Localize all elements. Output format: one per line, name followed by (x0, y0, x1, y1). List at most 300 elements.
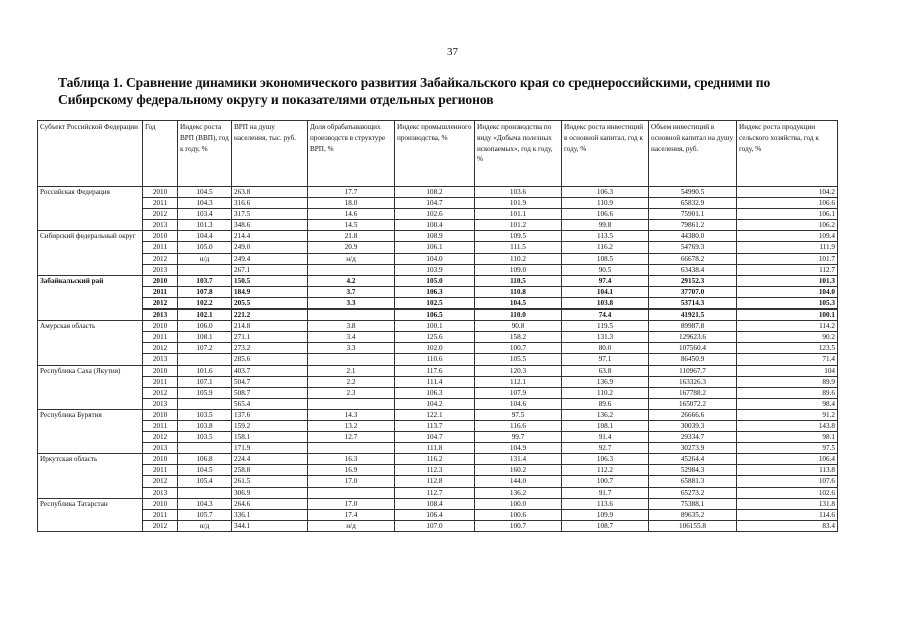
value-cell: 12.7 (308, 432, 395, 443)
value-cell: 17.0 (308, 476, 395, 487)
value-cell: 117.6 (395, 365, 475, 376)
value-cell: 107.6 (737, 476, 838, 487)
value-cell: 102.1 (178, 309, 232, 321)
value-cell: н/д (178, 520, 232, 531)
table-row (38, 343, 838, 354)
value-cell (308, 309, 395, 321)
year-cell: 2010 (143, 409, 178, 420)
value-cell: 316.6 (232, 198, 308, 209)
value-cell: 106.3 (395, 387, 475, 398)
value-cell: 101.1 (475, 209, 562, 220)
value-cell: 102.2 (178, 297, 232, 309)
column-header: Доля обрабатывающих производств в структуре ВРП, % (308, 121, 395, 187)
year-cell: 2011 (143, 242, 178, 253)
region-name-cell: Республика Саха (Якутия) (38, 365, 143, 409)
value-cell: 112.7 (737, 264, 838, 275)
value-cell: 508.7 (232, 387, 308, 398)
comparison-table (37, 120, 838, 532)
table-row (38, 321, 838, 332)
value-cell: 110.6 (395, 354, 475, 365)
table-row (38, 398, 838, 409)
year-cell: 2011 (143, 420, 178, 431)
value-cell: 110.2 (475, 253, 562, 264)
year-cell: 2010 (143, 187, 178, 198)
table-row (38, 465, 838, 476)
value-cell: 109.4 (737, 231, 838, 242)
value-cell: 30039.3 (649, 420, 737, 431)
value-cell: 106.1 (395, 242, 475, 253)
table-row (38, 187, 838, 198)
year-cell: 2010 (143, 365, 178, 376)
column-header: Объем инвестиций в основной капитал на душу населения, руб. (649, 121, 737, 187)
value-cell: 104 (737, 365, 838, 376)
value-cell: 100.4 (395, 220, 475, 231)
value-cell: 114.2 (737, 321, 838, 332)
table-row (38, 432, 838, 443)
table-row (38, 242, 838, 253)
value-cell: 108.7 (562, 520, 649, 531)
value-cell (308, 264, 395, 275)
value-cell: 106.2 (737, 220, 838, 231)
value-cell: 264.6 (232, 498, 308, 509)
value-cell: 107.9 (475, 387, 562, 398)
value-cell: 101.2 (475, 220, 562, 231)
value-cell: 336.1 (232, 509, 308, 520)
page-number: 37 (447, 46, 458, 58)
table-row (38, 454, 838, 465)
value-cell: 160.2 (475, 465, 562, 476)
value-cell: 163326.3 (649, 376, 737, 387)
value-cell: 565.4 (232, 398, 308, 409)
table-row (38, 509, 838, 520)
value-cell: 89987.8 (649, 321, 737, 332)
table-row (38, 487, 838, 498)
value-cell: 104.5 (178, 465, 232, 476)
table-row (38, 409, 838, 420)
value-cell (178, 264, 232, 275)
value-cell: 74.4 (562, 309, 649, 321)
value-cell: 102.6 (737, 487, 838, 498)
value-cell: 20.9 (308, 242, 395, 253)
value-cell: 103.8 (178, 420, 232, 431)
value-cell: 75901.1 (649, 209, 737, 220)
value-cell: 143.8 (737, 420, 838, 431)
value-cell: 106.8 (178, 454, 232, 465)
table-row (38, 309, 838, 321)
value-cell: 122.1 (395, 409, 475, 420)
year-cell: 2013 (143, 264, 178, 275)
value-cell: 90.5 (562, 264, 649, 275)
value-cell: 21.8 (308, 231, 395, 242)
value-cell: 106.5 (395, 309, 475, 321)
value-cell: 14.5 (308, 220, 395, 231)
value-cell: 91.2 (737, 409, 838, 420)
value-cell: 273.2 (232, 343, 308, 354)
table-row (38, 420, 838, 431)
value-cell: 150.5 (232, 275, 308, 286)
value-cell: 105.0 (395, 275, 475, 286)
value-cell: 100.7 (562, 476, 649, 487)
value-cell: 249.0 (232, 242, 308, 253)
value-cell: 3.3 (308, 343, 395, 354)
value-cell: 65832.9 (649, 198, 737, 209)
value-cell: 111.4 (395, 376, 475, 387)
value-cell: 112.1 (475, 376, 562, 387)
column-header: Индекс роста инвестиций в основной капитал, год к году, % (562, 121, 649, 187)
value-cell: 37707.0 (649, 286, 737, 297)
value-cell: 89635.2 (649, 509, 737, 520)
value-cell: 258.8 (232, 465, 308, 476)
value-cell: 317.5 (232, 209, 308, 220)
value-cell: 109.0 (475, 264, 562, 275)
value-cell: 101.9 (475, 198, 562, 209)
value-cell: 106.4 (737, 454, 838, 465)
year-cell: 2012 (143, 520, 178, 531)
value-cell: 113.8 (737, 465, 838, 476)
value-cell: 221.2 (232, 309, 308, 321)
value-cell: 52984.3 (649, 465, 737, 476)
table-row (38, 498, 838, 509)
value-cell: 105.4 (178, 476, 232, 487)
year-cell: 2013 (143, 487, 178, 498)
value-cell: 111.9 (737, 242, 838, 253)
value-cell: 89.9 (737, 376, 838, 387)
value-cell: 65273.2 (649, 487, 737, 498)
value-cell: 106.4 (395, 509, 475, 520)
value-cell: 105.0 (178, 242, 232, 253)
value-cell: 112.3 (395, 465, 475, 476)
table-row (38, 376, 838, 387)
column-header: Индекс производства по виду «Добыча полезных ископаемых», год к году, % (475, 121, 562, 187)
value-cell: 104.0 (395, 253, 475, 264)
value-cell: 285.6 (232, 354, 308, 365)
year-cell: 2011 (143, 198, 178, 209)
region-name-cell: Амурская область (38, 321, 143, 365)
value-cell: 4.2 (308, 275, 395, 286)
value-cell: 158.1 (232, 432, 308, 443)
value-cell: 214.8 (232, 321, 308, 332)
value-cell: 2.3 (308, 387, 395, 398)
value-cell: 66678.2 (649, 253, 737, 264)
value-cell: 109.5 (475, 231, 562, 242)
value-cell: 224.4 (232, 454, 308, 465)
table-row (38, 476, 838, 487)
value-cell (308, 443, 395, 454)
value-cell: 104.6 (475, 398, 562, 409)
value-cell: 108.1 (178, 332, 232, 343)
table-row (38, 387, 838, 398)
value-cell: 111.5 (475, 242, 562, 253)
year-cell: 2013 (143, 398, 178, 409)
value-cell: 14.6 (308, 209, 395, 220)
value-cell: 104.5 (178, 187, 232, 198)
value-cell: 17.7 (308, 187, 395, 198)
value-cell: 90.8 (475, 321, 562, 332)
table-row (38, 286, 838, 297)
value-cell: 97.5 (737, 443, 838, 454)
table-row (38, 354, 838, 365)
value-cell: 102.6 (395, 209, 475, 220)
value-cell: 131.8 (737, 498, 838, 509)
table-row (38, 365, 838, 376)
year-cell: 2011 (143, 509, 178, 520)
table-row (38, 264, 838, 275)
region-name-cell: Сибирский федеральный округ (38, 231, 143, 275)
value-cell: 101.6 (178, 365, 232, 376)
value-cell: 110.9 (562, 198, 649, 209)
value-cell: 29334.7 (649, 432, 737, 443)
value-cell: 83.4 (737, 520, 838, 531)
value-cell: 108.2 (395, 187, 475, 198)
value-cell: 101.7 (737, 253, 838, 264)
value-cell: 17.0 (308, 498, 395, 509)
value-cell: 108.4 (395, 498, 475, 509)
value-cell (308, 398, 395, 409)
value-cell: 108.9 (395, 231, 475, 242)
value-cell: 103.4 (178, 209, 232, 220)
value-cell: 403.7 (232, 365, 308, 376)
value-cell: 131.3 (562, 332, 649, 343)
value-cell: 114.6 (737, 509, 838, 520)
value-cell: 16.3 (308, 454, 395, 465)
value-cell (178, 398, 232, 409)
value-cell: 104.7 (395, 432, 475, 443)
value-cell: 136.2 (562, 409, 649, 420)
value-cell: 3.3 (308, 297, 395, 309)
region-name-cell: Забайкальский рай (38, 275, 143, 320)
value-cell: 105.9 (178, 387, 232, 398)
value-cell: 98.4 (737, 398, 838, 409)
table-row (38, 253, 838, 264)
value-cell: 136.2 (475, 487, 562, 498)
value-cell: 89.6 (562, 398, 649, 409)
value-cell: 112.8 (395, 476, 475, 487)
value-cell: 113.7 (395, 420, 475, 431)
table-row (38, 520, 838, 531)
value-cell: 3.8 (308, 321, 395, 332)
table-row (38, 231, 838, 242)
value-cell: 106.3 (562, 187, 649, 198)
value-cell: 26666.6 (649, 409, 737, 420)
value-cell: 2.1 (308, 365, 395, 376)
column-header: Индекс роста ВРП (ВВП), год к году, % (178, 121, 232, 187)
value-cell: 105.5 (475, 354, 562, 365)
value-cell: 165072.2 (649, 398, 737, 409)
value-cell: 99.8 (562, 220, 649, 231)
value-cell: 106.3 (395, 286, 475, 297)
value-cell: 103.8 (562, 297, 649, 309)
value-cell: 101.3 (737, 275, 838, 286)
year-cell: 2011 (143, 286, 178, 297)
value-cell: 137.6 (232, 409, 308, 420)
value-cell: 107.0 (395, 520, 475, 531)
value-cell (308, 487, 395, 498)
value-cell: 159.2 (232, 420, 308, 431)
value-cell: 63.8 (562, 365, 649, 376)
value-cell: 53714.3 (649, 297, 737, 309)
year-cell: 2010 (143, 498, 178, 509)
value-cell: 106.1 (737, 209, 838, 220)
value-cell: 104.7 (395, 198, 475, 209)
value-cell: 106.6 (562, 209, 649, 220)
year-cell: 2012 (143, 432, 178, 443)
value-cell: 54769.3 (649, 242, 737, 253)
value-cell: 97.4 (562, 275, 649, 286)
region-name-cell: Республика Бурятия (38, 409, 143, 453)
value-cell: 113.5 (562, 231, 649, 242)
value-cell: 108.1 (562, 420, 649, 431)
value-cell: 125.6 (395, 332, 475, 343)
table-row (38, 297, 838, 309)
value-cell: 103.5 (178, 409, 232, 420)
value-cell: 105.7 (178, 509, 232, 520)
value-cell: 100.7 (475, 343, 562, 354)
column-header: Субъект Российской Федерации (38, 121, 143, 187)
value-cell: 116.2 (562, 242, 649, 253)
value-cell: 107.1 (178, 376, 232, 387)
value-cell: 184.9 (232, 286, 308, 297)
value-cell: 100.7 (475, 520, 562, 531)
value-cell: 107.2 (178, 343, 232, 354)
value-cell: 104.4 (178, 231, 232, 242)
value-cell: 106.6 (737, 198, 838, 209)
value-cell: 71.4 (737, 354, 838, 365)
value-cell: 105.3 (737, 297, 838, 309)
value-cell: 104.5 (475, 297, 562, 309)
value-cell: 3.4 (308, 332, 395, 343)
value-cell: 102.0 (395, 343, 475, 354)
column-header: ВРП на душу населения, тыс. руб. (232, 121, 308, 187)
year-cell: 2012 (143, 209, 178, 220)
value-cell: 41921.5 (649, 309, 737, 321)
value-cell: 3.7 (308, 286, 395, 297)
year-cell: 2010 (143, 321, 178, 332)
value-cell (178, 443, 232, 454)
value-cell: 102.5 (395, 297, 475, 309)
year-cell: 2011 (143, 332, 178, 343)
value-cell: 123.5 (737, 343, 838, 354)
value-cell: н/д (308, 520, 395, 531)
value-cell: 91.7 (562, 487, 649, 498)
value-cell: 116.6 (475, 420, 562, 431)
year-cell: 2012 (143, 343, 178, 354)
table-row (38, 220, 838, 231)
value-cell: 249.4 (232, 253, 308, 264)
value-cell: 101.3 (178, 220, 232, 231)
region-name-cell: Республика Татарстан (38, 498, 143, 531)
value-cell: 75388.1 (649, 498, 737, 509)
year-cell: 2012 (143, 387, 178, 398)
value-cell: 348.6 (232, 220, 308, 231)
year-cell: 2010 (143, 454, 178, 465)
year-cell: 2013 (143, 443, 178, 454)
region-name-cell: Российская Федерация (38, 187, 143, 231)
value-cell: 45264.4 (649, 454, 737, 465)
table-row (38, 275, 838, 286)
value-cell: 104.3 (178, 498, 232, 509)
value-cell: 111.8 (395, 443, 475, 454)
value-cell: 108.5 (562, 253, 649, 264)
value-cell: 110.5 (475, 275, 562, 286)
value-cell: 504.7 (232, 376, 308, 387)
value-cell: 261.5 (232, 476, 308, 487)
value-cell: 271.1 (232, 332, 308, 343)
value-cell: 89.6 (737, 387, 838, 398)
value-cell: 97.1 (562, 354, 649, 365)
value-cell: 104.2 (395, 398, 475, 409)
value-cell: 136.9 (562, 376, 649, 387)
year-cell: 2013 (143, 220, 178, 231)
table-row (38, 198, 838, 209)
value-cell: 97.5 (475, 409, 562, 420)
value-cell: 90.2 (737, 332, 838, 343)
value-cell: 120.3 (475, 365, 562, 376)
table-row (38, 209, 838, 220)
value-cell: 104.3 (178, 198, 232, 209)
value-cell: 92.7 (562, 443, 649, 454)
value-cell (178, 354, 232, 365)
value-cell: 103.9 (395, 264, 475, 275)
value-cell: 104.0 (737, 286, 838, 297)
value-cell: 100.1 (395, 321, 475, 332)
value-cell: 110.8 (475, 286, 562, 297)
value-cell: 119.5 (562, 321, 649, 332)
column-header: Год (143, 121, 178, 187)
value-cell: 17.4 (308, 509, 395, 520)
value-cell: 344.1 (232, 520, 308, 531)
value-cell: 104.1 (562, 286, 649, 297)
value-cell: 13.2 (308, 420, 395, 431)
year-cell: 2010 (143, 275, 178, 286)
table-row (38, 443, 838, 454)
value-cell: 86450.9 (649, 354, 737, 365)
value-cell: 30273.9 (649, 443, 737, 454)
value-cell: 106.0 (178, 321, 232, 332)
value-cell: 44380.0 (649, 231, 737, 242)
year-cell: 2013 (143, 309, 178, 321)
year-cell: 2012 (143, 297, 178, 309)
value-cell: 263.8 (232, 187, 308, 198)
value-cell: 112.7 (395, 487, 475, 498)
value-cell: 65881.3 (649, 476, 737, 487)
value-cell: 131.4 (475, 454, 562, 465)
value-cell: 104.9 (475, 443, 562, 454)
value-cell: 54990.5 (649, 187, 737, 198)
value-cell: 110.2 (562, 387, 649, 398)
value-cell: 110.0 (475, 309, 562, 321)
value-cell: 104.2 (737, 187, 838, 198)
value-cell: 106.3 (562, 454, 649, 465)
value-cell: 214.4 (232, 231, 308, 242)
value-cell: 158.2 (475, 332, 562, 343)
value-cell: 103.7 (178, 275, 232, 286)
value-cell: 91.4 (562, 432, 649, 443)
value-cell: 110967.7 (649, 365, 737, 376)
value-cell: 99.7 (475, 432, 562, 443)
value-cell: 113.6 (562, 498, 649, 509)
table-row (38, 332, 838, 343)
year-cell: 2013 (143, 354, 178, 365)
value-cell: 107.8 (178, 286, 232, 297)
year-cell: 2010 (143, 231, 178, 242)
value-cell: 100.0 (475, 498, 562, 509)
column-header: Индекс промышленного производства, % (395, 121, 475, 187)
header-row (38, 121, 838, 187)
value-cell: 29152.3 (649, 275, 737, 286)
value-cell: 205.5 (232, 297, 308, 309)
value-cell: н/д (308, 253, 395, 264)
value-cell: 167788.2 (649, 387, 737, 398)
